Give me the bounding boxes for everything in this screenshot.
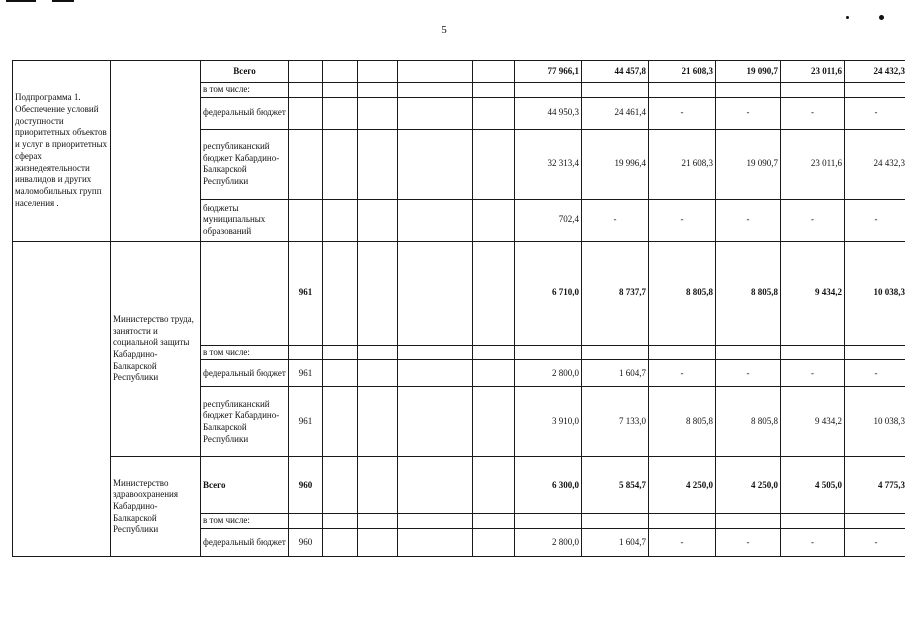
value-cell: 1 604,7 bbox=[582, 360, 649, 387]
value-cell: - bbox=[716, 529, 781, 557]
total-cell: 6 300,0 bbox=[515, 457, 582, 514]
empty-cell bbox=[398, 345, 473, 360]
program-cell-continued bbox=[13, 241, 111, 556]
value-cell: 24 432,3 bbox=[845, 129, 905, 199]
empty-cell bbox=[323, 129, 358, 199]
value-cell: - bbox=[649, 360, 716, 387]
empty-cell bbox=[473, 97, 515, 129]
table-row bbox=[13, 241, 905, 345]
source-cell: Всего bbox=[201, 457, 289, 514]
code-cell: 960 bbox=[289, 457, 323, 514]
scan-dot bbox=[879, 15, 884, 20]
total-cell: 77 966,1 bbox=[515, 61, 582, 83]
source-cell: республиканский бюджет Кабардино-Балкарской Республики bbox=[201, 387, 289, 457]
value-cell bbox=[716, 83, 781, 98]
value-cell: 7 133,0 bbox=[582, 387, 649, 457]
code-cell bbox=[289, 97, 323, 129]
empty-cell bbox=[358, 345, 398, 360]
value-cell: 1 604,7 bbox=[582, 529, 649, 557]
source-cell: в том числе: bbox=[201, 345, 289, 360]
value-cell: 24 432,3 bbox=[845, 61, 905, 83]
value-cell: 24 461,4 bbox=[582, 97, 649, 129]
total-cell bbox=[515, 83, 582, 98]
value-cell bbox=[649, 514, 716, 529]
value-cell: 8 805,8 bbox=[716, 387, 781, 457]
source-cell: в том числе: bbox=[201, 514, 289, 529]
empty-cell bbox=[323, 83, 358, 98]
value-cell: - bbox=[845, 529, 905, 557]
value-cell bbox=[781, 345, 845, 360]
source-cell: федеральный бюджет bbox=[201, 360, 289, 387]
code-cell bbox=[289, 61, 323, 83]
empty-cell bbox=[398, 529, 473, 557]
table-row bbox=[13, 61, 905, 83]
value-cell: 9 434,2 bbox=[781, 241, 845, 345]
empty-cell bbox=[398, 514, 473, 529]
source-cell: Всего bbox=[201, 61, 289, 83]
total-cell: 2 800,0 bbox=[515, 360, 582, 387]
value-cell: - bbox=[649, 199, 716, 241]
page-number: 5 bbox=[441, 24, 447, 36]
value-cell: 44 457,8 bbox=[582, 61, 649, 83]
empty-cell bbox=[323, 97, 358, 129]
source-cell: бюджеты муниципальных образований bbox=[201, 199, 289, 241]
value-cell: 4 505,0 bbox=[781, 457, 845, 514]
scan-artifact-line bbox=[6, 0, 36, 2]
value-cell: - bbox=[649, 529, 716, 557]
value-cell: - bbox=[845, 360, 905, 387]
empty-cell bbox=[358, 241, 398, 345]
source-cell bbox=[201, 241, 289, 345]
empty-cell bbox=[323, 61, 358, 83]
value-cell bbox=[582, 514, 649, 529]
value-cell: 21 608,3 bbox=[649, 129, 716, 199]
value-cell: 8 737,7 bbox=[582, 241, 649, 345]
empty-cell bbox=[473, 514, 515, 529]
empty-cell bbox=[398, 457, 473, 514]
empty-cell bbox=[473, 457, 515, 514]
code-cell bbox=[289, 514, 323, 529]
value-cell: - bbox=[716, 360, 781, 387]
code-cell bbox=[289, 345, 323, 360]
value-cell: - bbox=[716, 97, 781, 129]
value-cell: 23 011,6 bbox=[781, 61, 845, 83]
code-cell: 961 bbox=[289, 387, 323, 457]
empty-cell bbox=[358, 387, 398, 457]
value-cell: - bbox=[582, 199, 649, 241]
value-cell: 10 038,3 bbox=[845, 241, 905, 345]
scan-artifact-line bbox=[52, 0, 74, 2]
value-cell bbox=[845, 83, 905, 98]
value-cell bbox=[716, 514, 781, 529]
empty-cell bbox=[323, 360, 358, 387]
source-cell: федеральный бюджет bbox=[201, 529, 289, 557]
value-cell bbox=[781, 514, 845, 529]
value-cell: - bbox=[649, 97, 716, 129]
empty-cell bbox=[323, 457, 358, 514]
empty-cell bbox=[358, 529, 398, 557]
empty-cell bbox=[473, 241, 515, 345]
value-cell: - bbox=[845, 199, 905, 241]
empty-cell bbox=[473, 129, 515, 199]
value-cell: 10 038,3 bbox=[845, 387, 905, 457]
value-cell bbox=[845, 514, 905, 529]
value-cell bbox=[582, 83, 649, 98]
value-cell: 4 775,3 bbox=[845, 457, 905, 514]
value-cell bbox=[649, 83, 716, 98]
value-cell: 4 250,0 bbox=[716, 457, 781, 514]
empty-cell bbox=[358, 360, 398, 387]
code-cell: 961 bbox=[289, 241, 323, 345]
value-cell: 8 805,8 bbox=[649, 241, 716, 345]
value-cell bbox=[781, 83, 845, 98]
empty-cell bbox=[358, 514, 398, 529]
total-cell: 44 950,3 bbox=[515, 97, 582, 129]
code-cell bbox=[289, 83, 323, 98]
empty-cell bbox=[473, 387, 515, 457]
empty-cell bbox=[398, 387, 473, 457]
code-cell: 961 bbox=[289, 360, 323, 387]
total-cell: 2 800,0 bbox=[515, 529, 582, 557]
source-cell: федеральный бюджет bbox=[201, 97, 289, 129]
value-cell: 8 805,8 bbox=[649, 387, 716, 457]
scan-dot bbox=[846, 16, 849, 19]
value-cell: - bbox=[716, 199, 781, 241]
empty-cell bbox=[473, 360, 515, 387]
value-cell: - bbox=[781, 199, 845, 241]
empty-cell bbox=[398, 241, 473, 345]
empty-cell bbox=[323, 241, 358, 345]
value-cell bbox=[582, 345, 649, 360]
empty-cell bbox=[358, 199, 398, 241]
empty-cell bbox=[473, 199, 515, 241]
empty-cell bbox=[323, 345, 358, 360]
total-cell: 702,4 bbox=[515, 199, 582, 241]
empty-cell bbox=[473, 83, 515, 98]
value-cell: 19 996,4 bbox=[582, 129, 649, 199]
empty-cell bbox=[398, 97, 473, 129]
value-cell: 21 608,3 bbox=[649, 61, 716, 83]
total-cell bbox=[515, 345, 582, 360]
empty-cell bbox=[358, 83, 398, 98]
value-cell: 23 011,6 bbox=[781, 129, 845, 199]
value-cell: - bbox=[781, 97, 845, 129]
total-cell: 32 313,4 bbox=[515, 129, 582, 199]
value-cell bbox=[649, 345, 716, 360]
empty-cell bbox=[473, 61, 515, 83]
value-cell: 8 805,8 bbox=[716, 241, 781, 345]
empty-cell bbox=[323, 514, 358, 529]
value-cell: - bbox=[781, 360, 845, 387]
executor-cell-empty bbox=[111, 61, 201, 242]
value-cell: 5 854,7 bbox=[582, 457, 649, 514]
empty-cell bbox=[358, 129, 398, 199]
value-cell: - bbox=[781, 529, 845, 557]
empty-cell bbox=[398, 129, 473, 199]
empty-cell bbox=[323, 387, 358, 457]
code-cell: 960 bbox=[289, 529, 323, 557]
empty-cell bbox=[358, 457, 398, 514]
empty-cell bbox=[473, 529, 515, 557]
empty-cell bbox=[358, 61, 398, 83]
empty-cell bbox=[398, 83, 473, 98]
value-cell bbox=[716, 345, 781, 360]
total-cell: 6 710,0 bbox=[515, 241, 582, 345]
empty-cell bbox=[398, 61, 473, 83]
empty-cell bbox=[358, 97, 398, 129]
program-cell: Подпрограмма 1. Обеспечение условий доступности приоритетных объектов и услуг в приоритетных сферах жизнедеятельности инвалидов и других маломобильных групп населения . bbox=[13, 61, 111, 242]
empty-cell bbox=[398, 360, 473, 387]
value-cell: 4 250,0 bbox=[649, 457, 716, 514]
empty-cell bbox=[398, 199, 473, 241]
value-cell: 9 434,2 bbox=[781, 387, 845, 457]
code-cell bbox=[289, 199, 323, 241]
empty-cell bbox=[323, 199, 358, 241]
empty-cell bbox=[323, 529, 358, 557]
budget-table bbox=[12, 60, 905, 557]
executor-cell: Министерство труда, занятости и социальной защиты Кабардино-Балкарской Республики bbox=[111, 241, 201, 457]
source-cell: в том числе: bbox=[201, 83, 289, 98]
code-cell bbox=[289, 129, 323, 199]
value-cell bbox=[845, 345, 905, 360]
value-cell: 19 090,7 bbox=[716, 129, 781, 199]
executor-cell: Министерство здравоохранения Кабардино-Балкарской Республики bbox=[111, 457, 201, 557]
table-row bbox=[13, 457, 905, 514]
total-cell: 3 910,0 bbox=[515, 387, 582, 457]
value-cell: 19 090,7 bbox=[716, 61, 781, 83]
empty-cell bbox=[473, 345, 515, 360]
source-cell: республиканский бюджет Кабардино-Балкарской Республики bbox=[201, 129, 289, 199]
value-cell: - bbox=[845, 97, 905, 129]
total-cell bbox=[515, 514, 582, 529]
